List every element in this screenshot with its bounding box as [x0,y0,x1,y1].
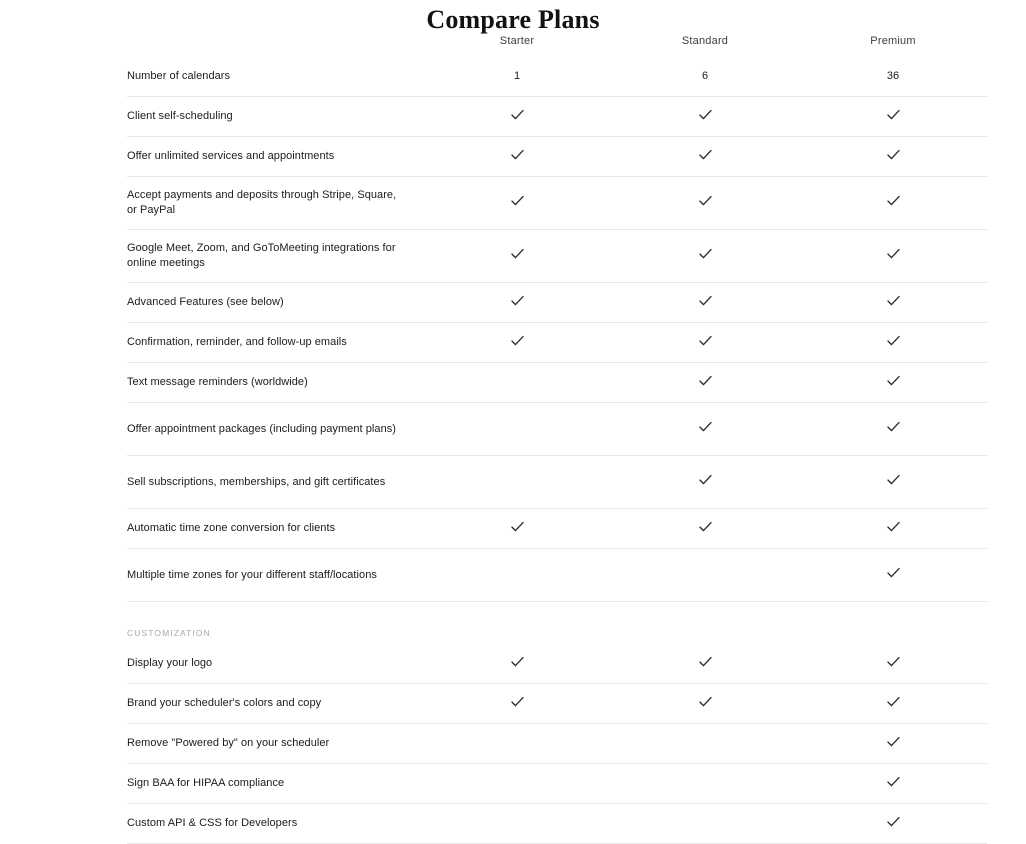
plan-cell-standard [611,362,799,402]
column-header-feature [127,35,423,57]
check-icon [699,295,712,307]
plan-cell-premium [799,322,987,362]
table-row [127,176,987,229]
plan-cell-premium [799,508,987,548]
table-row [127,803,987,843]
feature-label: Remove "Powered by" on your scheduler [127,723,423,763]
check-icon [699,474,712,486]
feature-label: Multiple time zones for your different staff/locations [127,548,423,601]
plan-value-starter [423,57,611,97]
feature-label: Brand your scheduler's colors and copy [127,683,423,723]
plan-cell-premium [799,362,987,402]
feature-label: Text message reminders (worldwide) [127,362,423,402]
check-icon [511,696,524,708]
feature-label: Sign BAA for HIPAA compliance [127,763,423,803]
section-spacer-cell [127,601,987,624]
plan-cell-starter [423,508,611,548]
plan-cell-premium [799,402,987,455]
feature-label: Client self-scheduling [127,96,423,136]
plan-cell-standard [611,96,799,136]
feature-label: Number of calendars [127,57,423,97]
table-row [127,96,987,136]
plan-cell-premium [799,136,987,176]
plan-cell-standard [611,176,799,229]
plan-cell-premium [799,548,987,601]
check-icon [887,696,900,708]
plan-cell-premium [799,96,987,136]
plan-cell-standard [611,229,799,282]
check-icon [887,375,900,387]
table-row [127,229,987,282]
compare-table-container [39,35,987,844]
table-row [127,723,987,763]
plan-value-premium [799,57,987,97]
check-icon [887,474,900,486]
check-icon [887,736,900,748]
plan-value-text: 1 [513,70,521,83]
check-icon [699,375,712,387]
section-header-cell [127,624,987,644]
check-icon [887,776,900,788]
plan-cell-starter [423,763,611,803]
table-header-row [127,35,987,57]
check-icon [511,335,524,347]
plan-cell-standard [611,402,799,455]
feature-label: Display your logo [127,644,423,684]
plan-cell-standard [611,282,799,322]
check-icon [699,248,712,260]
plan-cell-starter [423,282,611,322]
plan-cell-standard [611,763,799,803]
check-icon [699,521,712,533]
feature-label: Advanced Features (see below) [127,282,423,322]
section-header-row [127,624,987,644]
check-icon [511,295,524,307]
table-row [127,136,987,176]
plan-cell-starter [423,548,611,601]
check-icon [887,656,900,668]
section-header-label: CUSTOMIZATION [127,628,211,639]
check-icon [887,109,900,121]
check-icon [887,335,900,347]
plan-cell-premium [799,282,987,322]
plan-cell-starter [423,176,611,229]
plan-cell-starter [423,644,611,684]
check-icon [699,149,712,161]
check-icon [887,521,900,533]
plan-comparison-table [127,35,987,844]
feature-label: Sell subscriptions, memberships, and gift certificates [127,455,423,508]
plan-cell-standard [611,723,799,763]
check-icon [887,421,900,433]
plan-cell-standard [611,136,799,176]
check-icon [699,109,712,121]
check-icon [699,421,712,433]
plan-cell-premium [799,803,987,843]
table-row [127,683,987,723]
table-row [127,644,987,684]
page-title: Compare Plans [426,5,600,34]
feature-label: Offer appointment packages (including payment plans) [127,402,423,455]
table-row [127,57,987,97]
column-header-standard: Standard [681,34,729,47]
plan-cell-standard [611,803,799,843]
column-header-starter: Starter [499,34,535,47]
table-row [127,548,987,601]
table-body [127,57,987,844]
plan-cell-starter [423,322,611,362]
plan-cell-premium [799,644,987,684]
column-header-premium: Premium [870,34,916,47]
plan-cell-standard [611,508,799,548]
feature-label: Custom API & CSS for Developers [127,803,423,843]
check-icon [699,696,712,708]
feature-label: Offer unlimited services and appointments [127,136,423,176]
check-icon [511,248,524,260]
table-row [127,402,987,455]
plan-cell-starter [423,803,611,843]
table-header [127,35,987,57]
plan-cell-premium [799,763,987,803]
feature-label: Automatic time zone conversion for clients [127,508,423,548]
plan-cell-standard [611,322,799,362]
check-icon [699,335,712,347]
plan-cell-starter [423,136,611,176]
plan-cell-standard [611,455,799,508]
check-icon [887,295,900,307]
plan-cell-starter [423,455,611,508]
section-spacer [127,601,987,624]
check-icon [511,149,524,161]
plan-cell-starter [423,229,611,282]
plan-cell-premium [799,176,987,229]
plan-value-standard [611,57,799,97]
check-icon [511,195,524,207]
plan-value-text: 36 [886,70,900,83]
plan-cell-starter [423,683,611,723]
table-row [127,455,987,508]
feature-label: Confirmation, reminder, and follow-up emails [127,322,423,362]
feature-label: Google Meet, Zoom, and GoToMeeting integrations for online meetings [127,229,423,282]
plan-cell-starter [423,362,611,402]
plan-cell-starter [423,723,611,763]
check-icon [887,567,900,579]
check-icon [699,656,712,668]
plan-cell-premium [799,229,987,282]
plan-cell-premium [799,455,987,508]
check-icon [887,149,900,161]
plan-cell-starter [423,402,611,455]
feature-label: Accept payments and deposits through Stripe, Square, or PayPal [127,176,423,229]
check-icon [511,109,524,121]
check-icon [511,521,524,533]
plan-cell-standard [611,644,799,684]
plan-cell-standard [611,683,799,723]
check-icon [887,195,900,207]
check-icon [887,248,900,260]
plan-value-text: 6 [701,70,709,83]
check-icon [511,656,524,668]
table-row [127,362,987,402]
table-row [127,282,987,322]
table-row [127,763,987,803]
table-row [127,508,987,548]
check-icon [699,195,712,207]
plan-cell-premium [799,723,987,763]
plan-cell-premium [799,683,987,723]
plan-cell-starter [423,96,611,136]
table-row [127,322,987,362]
plan-cell-standard [611,548,799,601]
check-icon [887,816,900,828]
